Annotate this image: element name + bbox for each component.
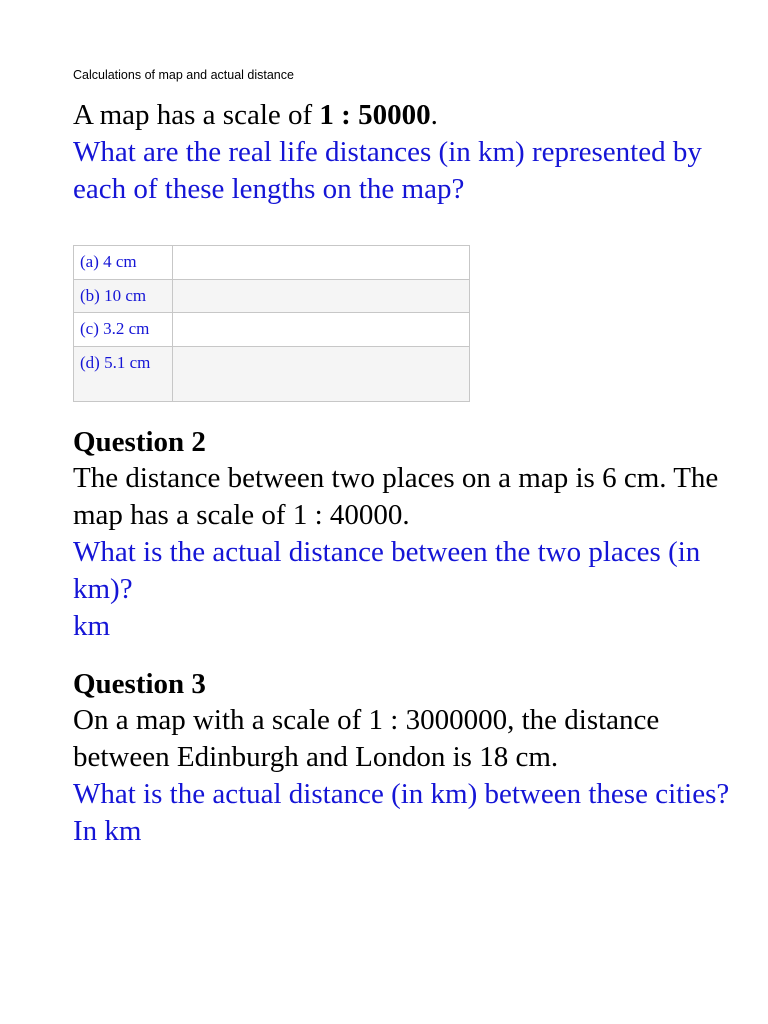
row-label: (a) 4 cm <box>74 246 173 280</box>
table-row <box>74 280 470 313</box>
table-row <box>74 347 470 402</box>
row-label: (c) 3.2 cm <box>74 313 173 347</box>
answer-cell[interactable] <box>173 246 470 280</box>
question-3 <box>73 666 733 850</box>
question-3-prompt: What is the actual distance (in km) between these cities? In km <box>73 778 730 847</box>
question-3-heading: Question 3 <box>73 668 206 700</box>
question-2 <box>73 424 733 645</box>
question-2-unit: km <box>73 610 111 642</box>
question-2-heading: Question 2 <box>73 426 206 458</box>
table-row <box>74 246 470 280</box>
intro-suffix: . <box>430 99 438 131</box>
map-scale: 1 : 50000 <box>319 99 431 131</box>
row-label: (b) 10 cm <box>74 280 173 313</box>
question-2-prompt: What is the actual distance between the two places (in km)? <box>73 536 701 605</box>
answer-cell[interactable] <box>173 347 470 402</box>
answer-cell[interactable] <box>173 313 470 347</box>
question-3-text: On a map with a scale of 1 : 3000000, the distance between Edinburgh and London is 18 cm. <box>73 704 660 773</box>
table-row <box>74 313 470 347</box>
intro-prefix: A map has a scale of <box>73 99 320 131</box>
question-1-prompt: What are the real life distances (in km) represented by each of these lengths on the map? <box>73 136 702 205</box>
row-label: (d) 5.1 cm <box>74 347 173 402</box>
answer-table <box>73 245 470 402</box>
document-title: Calculations of map and actual distance <box>73 68 294 82</box>
answer-cell[interactable] <box>173 280 470 313</box>
question-1-intro <box>73 97 733 134</box>
question-1 <box>73 97 733 208</box>
question-2-text: The distance between two places on a map is 6 cm. The map has a scale of 1 : 40000. <box>73 462 719 531</box>
